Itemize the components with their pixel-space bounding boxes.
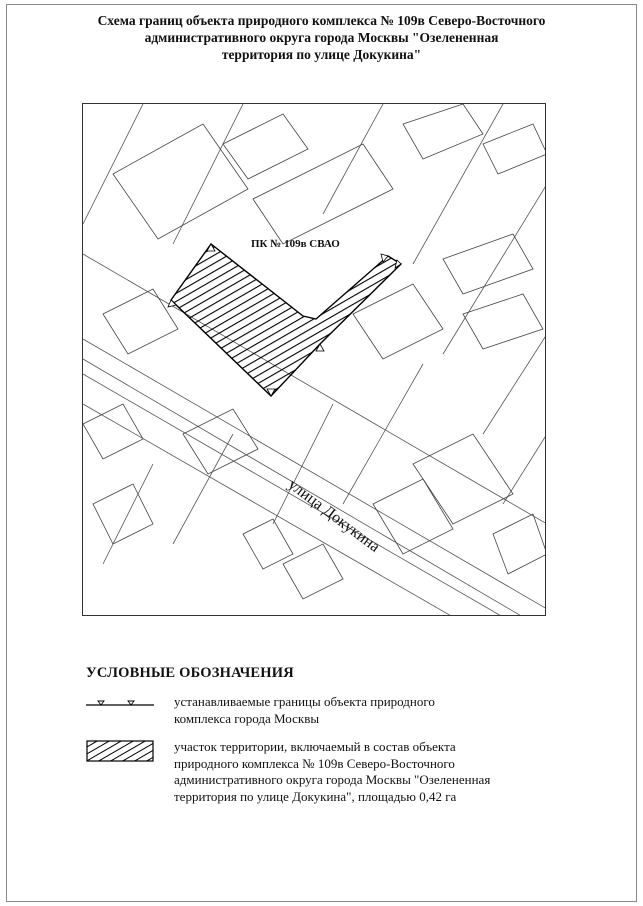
- base-map-lines: [83, 104, 546, 616]
- document-title: [40, 12, 603, 63]
- legend-title: УСЛОВНЫЕ ОБОЗНАЧЕНИЯ: [86, 665, 294, 681]
- map-panel: [82, 103, 546, 616]
- legend-boundary-line-1: устанавливаемые границы объекта природного: [174, 694, 435, 709]
- hatched-area-icon: [86, 740, 154, 762]
- object-hatched-area: [171, 244, 401, 396]
- street-label: улица Докукина: [284, 476, 383, 556]
- title-line-2: административного округа города Москвы "Озелененная: [144, 30, 499, 45]
- boundary-symbol-icon: [86, 694, 154, 710]
- legend-area-line-4: территория по улице Докукина", площадью 0,42 га: [174, 788, 457, 804]
- legend-area-line-2: природного комплекса № 109в Северо-Восточного: [174, 755, 455, 771]
- map-drawing: [83, 104, 546, 616]
- title-line-1: Схема границ объекта природного комплекса № 109в Северо-Восточного: [97, 13, 546, 28]
- title-line-3: территория по улице Докукина": [221, 47, 422, 62]
- legend-boundary-line-2: комплекса города Москвы: [174, 710, 320, 726]
- legend-area-line-3: административного округа города Москвы "Озелененная: [174, 772, 491, 787]
- legend-area-line-1: участок территории, включаемый в состав объекта: [174, 739, 456, 754]
- object-label: ПК № 109в СВАО: [251, 238, 340, 250]
- building-outlines: [83, 104, 546, 599]
